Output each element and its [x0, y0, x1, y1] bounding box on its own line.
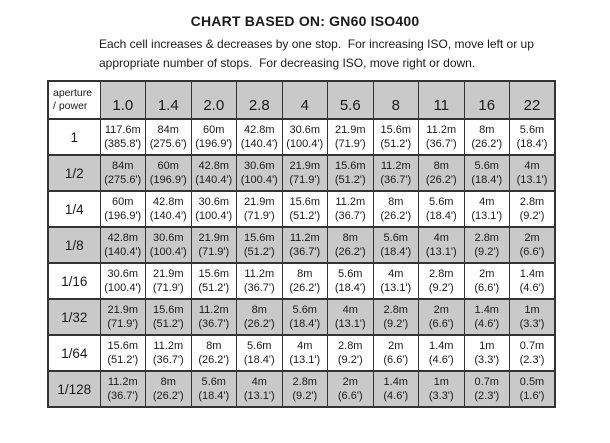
meters-value: 5.6m: [292, 304, 317, 316]
feet-value: (4.6'): [428, 354, 454, 366]
column-header-f2.8: 2.8: [237, 81, 283, 119]
distance-cell: [419, 191, 465, 227]
feet-value: (36.7'): [107, 390, 139, 402]
feet-value: (71.9'): [334, 138, 366, 150]
distance-cell: [146, 263, 192, 299]
feet-value: (4.6'): [519, 282, 545, 294]
distance-cell: [464, 155, 510, 191]
distance-cell: [237, 263, 283, 299]
meters-value: 2.8m: [474, 232, 499, 244]
meters-value: 5.6m: [519, 124, 545, 136]
distance-cell: [100, 371, 146, 407]
row-header-power: 1/2: [48, 155, 100, 191]
meters-value: 21.9m: [334, 124, 366, 136]
distance-cell: [282, 335, 328, 371]
meters-value: 84m: [112, 160, 134, 172]
meters-value: 2.8m: [429, 268, 454, 280]
meters-value: 0.5m: [519, 376, 545, 388]
feet-value: (26.2'): [198, 354, 230, 366]
meters-value: 15.6m: [289, 196, 321, 208]
feet-value: (196.9'): [104, 210, 142, 222]
feet-value: (26.2'): [334, 246, 366, 258]
row-header-power: 1/32: [48, 299, 100, 335]
meters-value: 15.6m: [243, 232, 275, 244]
distance-cell: [328, 191, 374, 227]
feet-value: (140.4'): [149, 210, 187, 222]
distance-cell: [191, 335, 237, 371]
distance-cell: [191, 371, 237, 407]
distance-cell: [373, 371, 419, 407]
meters-value: 4m: [297, 340, 313, 352]
distance-cell: [464, 227, 510, 263]
distance-cell: [328, 371, 374, 407]
row-header-power: 1/8: [48, 227, 100, 263]
feet-value: (3.3'): [474, 354, 500, 366]
column-header-f22: 22: [510, 81, 556, 119]
table-row: [48, 263, 555, 299]
distance-cell: [191, 119, 237, 155]
feet-value: (71.9'): [198, 246, 230, 258]
meters-value: 42.8m: [107, 232, 139, 244]
meters-value: 21.9m: [289, 160, 321, 172]
distance-cell: [510, 155, 556, 191]
distance-cell: [100, 263, 146, 299]
corner-label-line-1: aperture: [53, 87, 93, 99]
feet-value: (1.6'): [519, 390, 545, 402]
column-header-f16: 16: [464, 81, 510, 119]
feet-value: (6.6'): [519, 246, 545, 258]
distance-cell: [146, 335, 192, 371]
feet-value: (18.4'): [516, 138, 548, 150]
feet-value: (6.6'): [383, 354, 409, 366]
distance-cell: [100, 155, 146, 191]
distance-cell: [464, 191, 510, 227]
meters-value: 21.9m: [198, 232, 230, 244]
gn-chart-table: [47, 80, 556, 408]
distance-cell: [328, 119, 374, 155]
feet-value: (51.2'): [243, 246, 275, 258]
meters-value: 11.2m: [335, 196, 366, 208]
feet-value: (196.9'): [149, 174, 187, 186]
feet-value: (13.1'): [334, 318, 366, 330]
feet-value: (13.1'): [471, 210, 503, 222]
meters-value: 21.9m: [243, 196, 275, 208]
feet-value: (13.1'): [425, 246, 457, 258]
column-header-f1.4: 1.4: [146, 81, 192, 119]
distance-cell: [419, 371, 465, 407]
meters-value: 2m: [479, 268, 495, 280]
feet-value: (26.2'): [380, 210, 412, 222]
distance-cell: [282, 119, 328, 155]
meters-value: 2m: [524, 232, 540, 244]
distance-cell: [373, 119, 419, 155]
meters-value: 15.6m: [107, 340, 139, 352]
column-header-f8: 8: [373, 81, 419, 119]
feet-value: (9.2'): [337, 354, 363, 366]
distance-cell: [237, 155, 283, 191]
feet-value: (9.2'): [474, 246, 500, 258]
feet-value: (100.4'): [149, 246, 187, 258]
meters-value: 5.6m: [338, 268, 363, 280]
distance-cell: [373, 263, 419, 299]
feet-value: (26.2'): [471, 138, 503, 150]
feet-value: (36.7'): [334, 210, 366, 222]
feet-value: (18.4'): [334, 282, 366, 294]
meters-value: 21.9m: [152, 268, 184, 280]
feet-value: (3.3'): [428, 390, 454, 402]
meters-value: 11.2m: [153, 340, 184, 352]
feet-value: (100.4'): [104, 282, 142, 294]
meters-value: 11.2m: [289, 232, 320, 244]
row-header-power: 1/64: [48, 335, 100, 371]
distance-cell: [373, 299, 419, 335]
feet-value: (18.4'): [471, 174, 503, 186]
distance-cell: [282, 155, 328, 191]
column-header-f2.0: 2.0: [191, 81, 237, 119]
distance-cell: [146, 227, 192, 263]
distance-cell: [328, 155, 374, 191]
meters-value: 1.4m: [383, 376, 408, 388]
meters-value: 5.6m: [201, 376, 226, 388]
meters-value: 30.6m: [243, 160, 275, 172]
feet-value: (18.4'): [198, 390, 230, 402]
distance-cell: [419, 155, 465, 191]
row-header-power: 1/128: [48, 371, 100, 407]
feet-value: (71.9'): [289, 174, 321, 186]
distance-cell: [373, 155, 419, 191]
distance-cell: [191, 155, 237, 191]
feet-value: (13.1'): [289, 354, 321, 366]
feet-value: (26.2'): [152, 390, 184, 402]
meters-value: 2m: [388, 340, 404, 352]
distance-cell: [419, 263, 465, 299]
meters-value: 15.6m: [198, 268, 230, 280]
feet-value: (3.3'): [519, 318, 545, 330]
corner-label-line-2: / power: [53, 100, 88, 112]
feet-value: (51.2'): [152, 318, 184, 330]
meters-value: 8m: [251, 304, 267, 316]
meters-value: 117.6m: [104, 124, 141, 136]
meters-value: 4m: [433, 232, 449, 244]
meters-value: 15.6m: [334, 160, 366, 172]
table-row: [48, 335, 555, 371]
meters-value: 8m: [433, 160, 449, 172]
distance-cell: [146, 119, 192, 155]
feet-value: (18.4'): [243, 354, 275, 366]
meters-value: 5.6m: [474, 160, 499, 172]
meters-value: 30.6m: [107, 268, 139, 280]
instructions-line-1: Each cell increases & decreases by one stop. For increasing ISO, move left or up: [99, 37, 534, 51]
distance-cell: [328, 299, 374, 335]
meters-value: 11.2m: [198, 304, 229, 316]
meters-value: 30.6m: [152, 232, 184, 244]
distance-cell: [328, 335, 374, 371]
feet-value: (26.2'): [289, 282, 321, 294]
feet-value: (100.4'): [286, 138, 324, 150]
table-row: [48, 155, 555, 191]
meters-value: 42.8m: [152, 196, 184, 208]
instructions-line-2: appropriate number of stops. For decreasing ISO, move right or down.: [99, 56, 476, 70]
row-header-power: 1/4: [48, 191, 100, 227]
distance-cell: [510, 263, 556, 299]
meters-value: 5.6m: [247, 340, 272, 352]
distance-cell: [282, 227, 328, 263]
meters-value: 1.4m: [474, 304, 499, 316]
feet-value: (2.3'): [474, 390, 500, 402]
column-header-f11: 11: [419, 81, 465, 119]
feet-value: (140.4'): [104, 246, 142, 258]
distance-cell: [510, 335, 556, 371]
meters-value: 42.8m: [243, 124, 275, 136]
feet-value: (71.9'): [107, 318, 139, 330]
meters-value: 1m: [524, 304, 540, 316]
meters-value: 60m: [112, 196, 134, 208]
column-header-f5.6: 5.6: [328, 81, 374, 119]
meters-value: 2.8m: [292, 376, 317, 388]
row-header-power: 1: [48, 119, 100, 155]
feet-value: (2.3'): [519, 354, 545, 366]
distance-cell: [282, 191, 328, 227]
distance-cell: [510, 191, 556, 227]
meters-value: 4m: [342, 304, 358, 316]
feet-value: (9.2'): [428, 282, 454, 294]
meters-value: 8m: [479, 124, 495, 136]
table-head: [48, 81, 555, 119]
meters-value: 1m: [479, 340, 495, 352]
distance-cell: [146, 155, 192, 191]
table-row: [48, 191, 555, 227]
page: [0, 13, 610, 443]
meters-value: 4m: [251, 376, 267, 388]
meters-value: 2.8m: [519, 196, 545, 208]
distance-cell: [191, 299, 237, 335]
distance-cell: [100, 299, 146, 335]
distance-cell: [146, 191, 192, 227]
meters-value: 11.2m: [426, 124, 457, 136]
distance-cell: [237, 371, 283, 407]
distance-cell: [419, 119, 465, 155]
feet-value: (4.6'): [474, 318, 500, 330]
meters-value: 8m: [342, 232, 358, 244]
feet-value: (51.2'): [289, 210, 321, 222]
feet-value: (36.7'): [243, 282, 275, 294]
distance-cell: [100, 227, 146, 263]
feet-value: (6.6'): [337, 390, 363, 402]
meters-value: 11.2m: [380, 160, 411, 172]
feet-value: (13.1'): [243, 390, 275, 402]
distance-cell: [373, 191, 419, 227]
feet-value: (36.7'): [198, 318, 230, 330]
distance-cell: [510, 227, 556, 263]
distance-cell: [146, 371, 192, 407]
feet-value: (26.2'): [425, 174, 457, 186]
distance-cell: [419, 299, 465, 335]
corner-header-cell: [48, 81, 100, 119]
table-row: [48, 371, 555, 407]
feet-value: (6.6'): [428, 318, 454, 330]
meters-value: 8m: [160, 376, 176, 388]
distance-cell: [464, 263, 510, 299]
chart-title: CHART BASED ON: GN60 ISO400: [190, 13, 420, 29]
distance-cell: [373, 335, 419, 371]
distance-cell: [510, 299, 556, 335]
feet-value: (100.4'): [240, 174, 278, 186]
meters-value: 8m: [206, 340, 222, 352]
meters-value: 30.6m: [289, 124, 321, 136]
feet-value: (36.7'): [152, 354, 184, 366]
feet-value: (36.7'): [425, 138, 457, 150]
distance-cell: [237, 191, 283, 227]
distance-cell: [282, 263, 328, 299]
column-header-f1.0: 1.0: [100, 81, 146, 119]
meters-value: 5.6m: [383, 232, 408, 244]
distance-cell: [100, 191, 146, 227]
distance-cell: [464, 119, 510, 155]
meters-value: 8m: [297, 268, 313, 280]
feet-value: (13.1'): [380, 282, 412, 294]
distance-cell: [191, 263, 237, 299]
meters-value: 15.6m: [380, 124, 412, 136]
chart-instructions: [99, 35, 610, 73]
feet-value: (196.9'): [195, 138, 233, 150]
column-header-f4: 4: [282, 81, 328, 119]
meters-value: 15.6m: [152, 304, 184, 316]
distance-cell: [464, 335, 510, 371]
distance-cell: [237, 227, 283, 263]
meters-value: 2m: [433, 304, 449, 316]
feet-value: (51.2'): [198, 282, 230, 294]
feet-value: (13.1'): [516, 174, 548, 186]
feet-value: (36.7'): [289, 246, 321, 258]
meters-value: 5.6m: [429, 196, 454, 208]
feet-value: (71.9'): [152, 282, 184, 294]
feet-value: (9.2'): [383, 318, 409, 330]
feet-value: (36.7'): [380, 174, 412, 186]
meters-value: 30.6m: [198, 196, 230, 208]
distance-cell: [510, 119, 556, 155]
feet-value: (4.6'): [383, 390, 409, 402]
distance-cell: [282, 299, 328, 335]
meters-value: 84m: [157, 124, 179, 136]
feet-value: (6.6'): [474, 282, 500, 294]
distance-cell: [328, 227, 374, 263]
distance-cell: [282, 371, 328, 407]
meters-value: 2.8m: [338, 340, 363, 352]
distance-cell: [191, 191, 237, 227]
table-row: [48, 119, 555, 155]
meters-value: 4m: [388, 268, 404, 280]
feet-value: (71.9'): [243, 210, 275, 222]
distance-cell: [464, 371, 510, 407]
feet-value: (275.6'): [149, 138, 187, 150]
meters-value: 60m: [157, 160, 179, 172]
feet-value: (26.2'): [243, 318, 275, 330]
feet-value: (9.2'): [292, 390, 318, 402]
meters-value: 0.7m: [519, 340, 545, 352]
meters-value: 21.9m: [107, 304, 139, 316]
feet-value: (9.2'): [519, 210, 545, 222]
table-body: [48, 119, 555, 407]
header-row: [48, 81, 555, 119]
meters-value: 42.8m: [198, 160, 230, 172]
distance-cell: [146, 299, 192, 335]
meters-value: 0.7m: [474, 376, 499, 388]
distance-cell: [100, 119, 146, 155]
meters-value: 2m: [342, 376, 358, 388]
feet-value: (18.4'): [380, 246, 412, 258]
meters-value: 60m: [203, 124, 225, 136]
meters-value: 8m: [388, 196, 404, 208]
meters-value: 4m: [479, 196, 495, 208]
meters-value: 11.2m: [107, 376, 138, 388]
table-row: [48, 227, 555, 263]
table-row: [48, 299, 555, 335]
distance-cell: [237, 335, 283, 371]
distance-cell: [328, 263, 374, 299]
feet-value: (51.2'): [380, 138, 412, 150]
distance-cell: [419, 227, 465, 263]
feet-value: (51.2'): [334, 174, 366, 186]
distance-cell: [100, 335, 146, 371]
distance-cell: [191, 227, 237, 263]
meters-value: 1m: [433, 376, 449, 388]
distance-cell: [419, 335, 465, 371]
row-header-power: 1/16: [48, 263, 100, 299]
meters-value: 4m: [524, 160, 540, 172]
meters-value: 2.8m: [383, 304, 408, 316]
feet-value: (51.2'): [107, 354, 139, 366]
meters-value: 1.4m: [429, 340, 454, 352]
feet-value: (275.6'): [104, 174, 142, 186]
meters-value: 11.2m: [244, 268, 275, 280]
feet-value: (385.8'): [104, 138, 142, 150]
distance-cell: [373, 227, 419, 263]
distance-cell: [510, 371, 556, 407]
feet-value: (18.4'): [425, 210, 457, 222]
feet-value: (18.4'): [289, 318, 321, 330]
distance-cell: [237, 299, 283, 335]
distance-cell: [464, 299, 510, 335]
feet-value: (140.4'): [195, 174, 233, 186]
meters-value: 1.4m: [519, 268, 545, 280]
distance-cell: [237, 119, 283, 155]
feet-value: (100.4'): [195, 210, 233, 222]
feet-value: (140.4'): [240, 138, 278, 150]
